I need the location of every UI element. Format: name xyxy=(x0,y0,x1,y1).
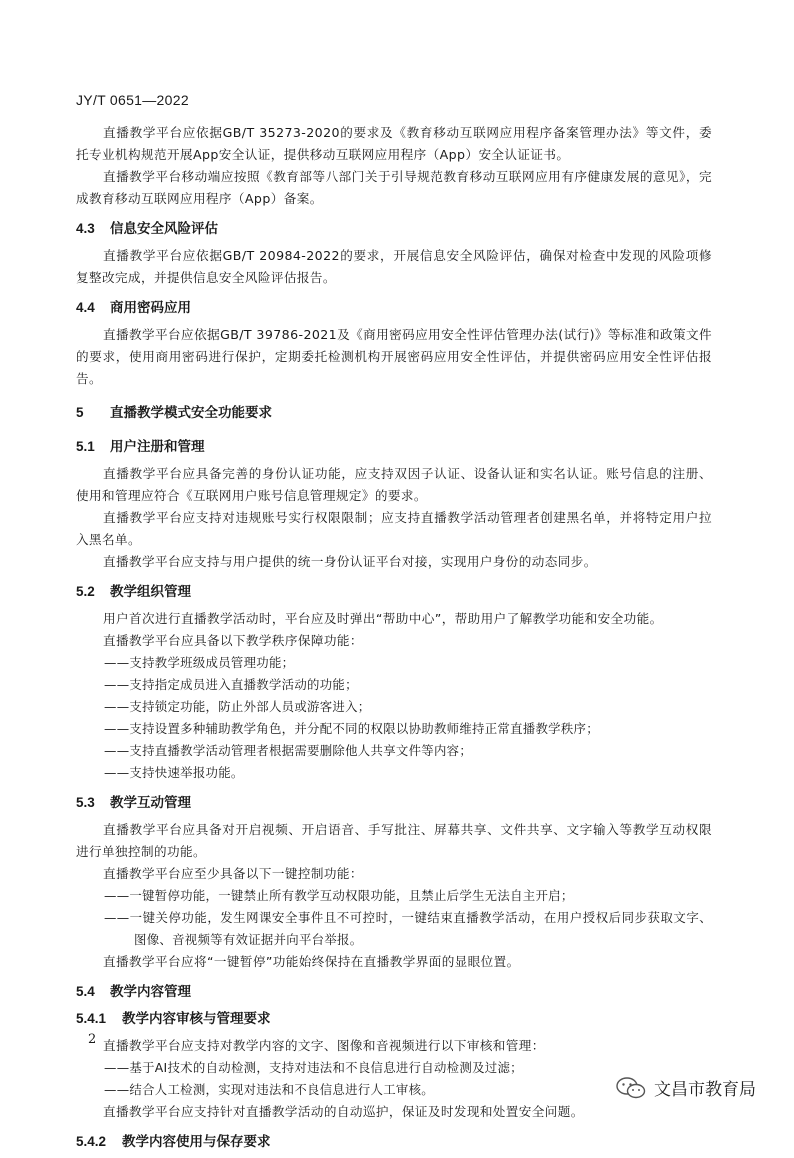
paragraph: 直播教学平台应具备完善的身份认证功能，应支持双因子认证、设备认证和实名认证。账号信息的注册、使用和管理应符合《互联网用户账号信息管理规定》的要求。 xyxy=(76,466,712,503)
paragraph: 直播教学平台应支持对违规账号实行权限限制；应支持直播教学活动管理者创建黑名单，并将特定用户拉入黑名单。 xyxy=(76,510,712,547)
list-item: ——支持快速举报功能。 xyxy=(104,765,244,780)
section-number: 4.4 xyxy=(76,300,95,315)
paragraph: 直播教学平台应具备以下教学秩序保障功能： xyxy=(103,633,363,648)
section-heading-5-3 xyxy=(76,792,712,814)
list-item: ——一键关停功能，发生网课安全事件且不可控时，一键结束直播教学活动，在用户授权后同步获取文字、图像、音视频等有效证据并向平台举报。 xyxy=(104,910,712,947)
section-heading-4-3 xyxy=(76,218,712,240)
account-watermark xyxy=(616,1075,756,1100)
section-number: 5.4.1 xyxy=(76,1011,107,1026)
list-item: ——支持教学班级成员管理功能； xyxy=(104,655,295,670)
document-body xyxy=(76,122,712,1158)
section-title: 教学内容使用与保存要求 xyxy=(122,1134,271,1150)
section-title: 信息安全风险评估 xyxy=(110,221,218,237)
section-number: 5.4 xyxy=(76,984,95,999)
section-number: 5.1 xyxy=(76,439,95,454)
paragraph: 直播教学平台应支持与用户提供的统一身份认证平台对接，实现用户身份的动态同步。 xyxy=(103,554,597,569)
section-heading-5-4 xyxy=(76,981,712,1003)
paragraph: 直播教学平台应依据GB/T 35273-2020的要求及《教育移动互联网应用程序备案管理办法》等文件，委托专业机构规范开展App安全认证，提供移动互联网应用程序（App）安全认证证书。 xyxy=(76,125,712,162)
section-number: 4.3 xyxy=(76,221,95,236)
list-item: ——基于AI技术的自动检测，支持对违法和不良信息进行自动检测及过滤； xyxy=(104,1060,523,1075)
section-number: 5 xyxy=(76,405,84,420)
section-heading-5-2 xyxy=(76,581,712,603)
section-title: 用户注册和管理 xyxy=(110,439,205,455)
list-item: ——支持指定成员进入直播教学活动的功能； xyxy=(104,677,358,692)
section-heading-5-1 xyxy=(76,436,712,458)
section-heading-4-4 xyxy=(76,297,712,319)
list-item: ——结合人工检测，实现对违法和不良信息进行人工审核。 xyxy=(104,1082,434,1097)
watermark-text: 文昌市教育局 xyxy=(654,1080,756,1100)
document-code: JY/T 0651—2022 xyxy=(76,92,189,108)
section-title: 直播教学模式安全功能要求 xyxy=(110,405,272,421)
section-heading-5-4-2 xyxy=(76,1131,712,1153)
section-title: 教学内容审核与管理要求 xyxy=(122,1011,271,1027)
paragraph: 直播教学平台应依据GB/T 39786-2021及《商用密码应用安全性评估管理办法(试行)》等标准和政策文件的要求，使用商用密码进行保护，定期委托检测机构开展密码应用安全性评估，并提供密码应用安全性评估报告。 xyxy=(76,327,712,386)
wechat-logo-icon xyxy=(616,1077,646,1099)
section-heading-5-4-1 xyxy=(76,1008,712,1030)
section-title: 教学内容管理 xyxy=(110,984,191,1000)
list-item: ——一键暂停功能，一键禁止所有教学互动权限功能，且禁止后学生无法自主开启； xyxy=(104,888,574,903)
section-heading-5 xyxy=(76,402,712,424)
section-number: 5.4.2 xyxy=(76,1134,107,1149)
section-number: 5.2 xyxy=(76,584,95,599)
section-number: 5.3 xyxy=(76,795,95,810)
page-number: 2 xyxy=(88,1032,97,1047)
section-title: 教学互动管理 xyxy=(110,795,191,811)
list-item: ——支持锁定功能，防止外部人员或游客进入； xyxy=(104,699,371,714)
paragraph: 直播教学平台应具备对开启视频、开启语音、手写批注、屏幕共享、文件共享、文字输入等教学互动权限进行单独控制的功能。 xyxy=(76,822,712,859)
paragraph: 直播教学平台应支持对教学内容的文字、图像和音视频进行以下审核和管理： xyxy=(103,1038,545,1053)
section-title: 商用密码应用 xyxy=(110,300,191,316)
paragraph: 直播教学平台应依据GB/T 20984-2022的要求，开展信息安全风险评估，确保对检查中发现的风险项修复整改完成，并提供信息安全风险评估报告。 xyxy=(76,248,712,285)
list-item: ——支持设置多种辅助教学角色，并分配不同的权限以协助教师维持正常直播教学秩序； xyxy=(104,721,599,736)
paragraph: 直播教学平台移动端应按照《教育部等八部门关于引导规范教育移动互联网应用有序健康发展的意见》，完成教育移动互联网应用程序（App）备案。 xyxy=(76,169,712,206)
paragraph: 直播教学平台应将“一键暂停”功能始终保持在直播教学界面的显眼位置。 xyxy=(103,954,520,969)
paragraph: 直播教学平台应支持针对直播教学活动的自动巡护，保证及时发现和处置安全问题。 xyxy=(103,1104,584,1119)
section-title: 教学组织管理 xyxy=(110,584,191,600)
list-item: ——支持直播教学活动管理者根据需要删除他人共享文件等内容； xyxy=(104,743,473,758)
paragraph: 用户首次进行直播教学活动时，平台应及时弹出“帮助中心”，帮助用户了解教学功能和安全功能。 xyxy=(103,611,663,626)
paragraph: 直播教学平台应至少具备以下一键控制功能： xyxy=(103,866,363,881)
